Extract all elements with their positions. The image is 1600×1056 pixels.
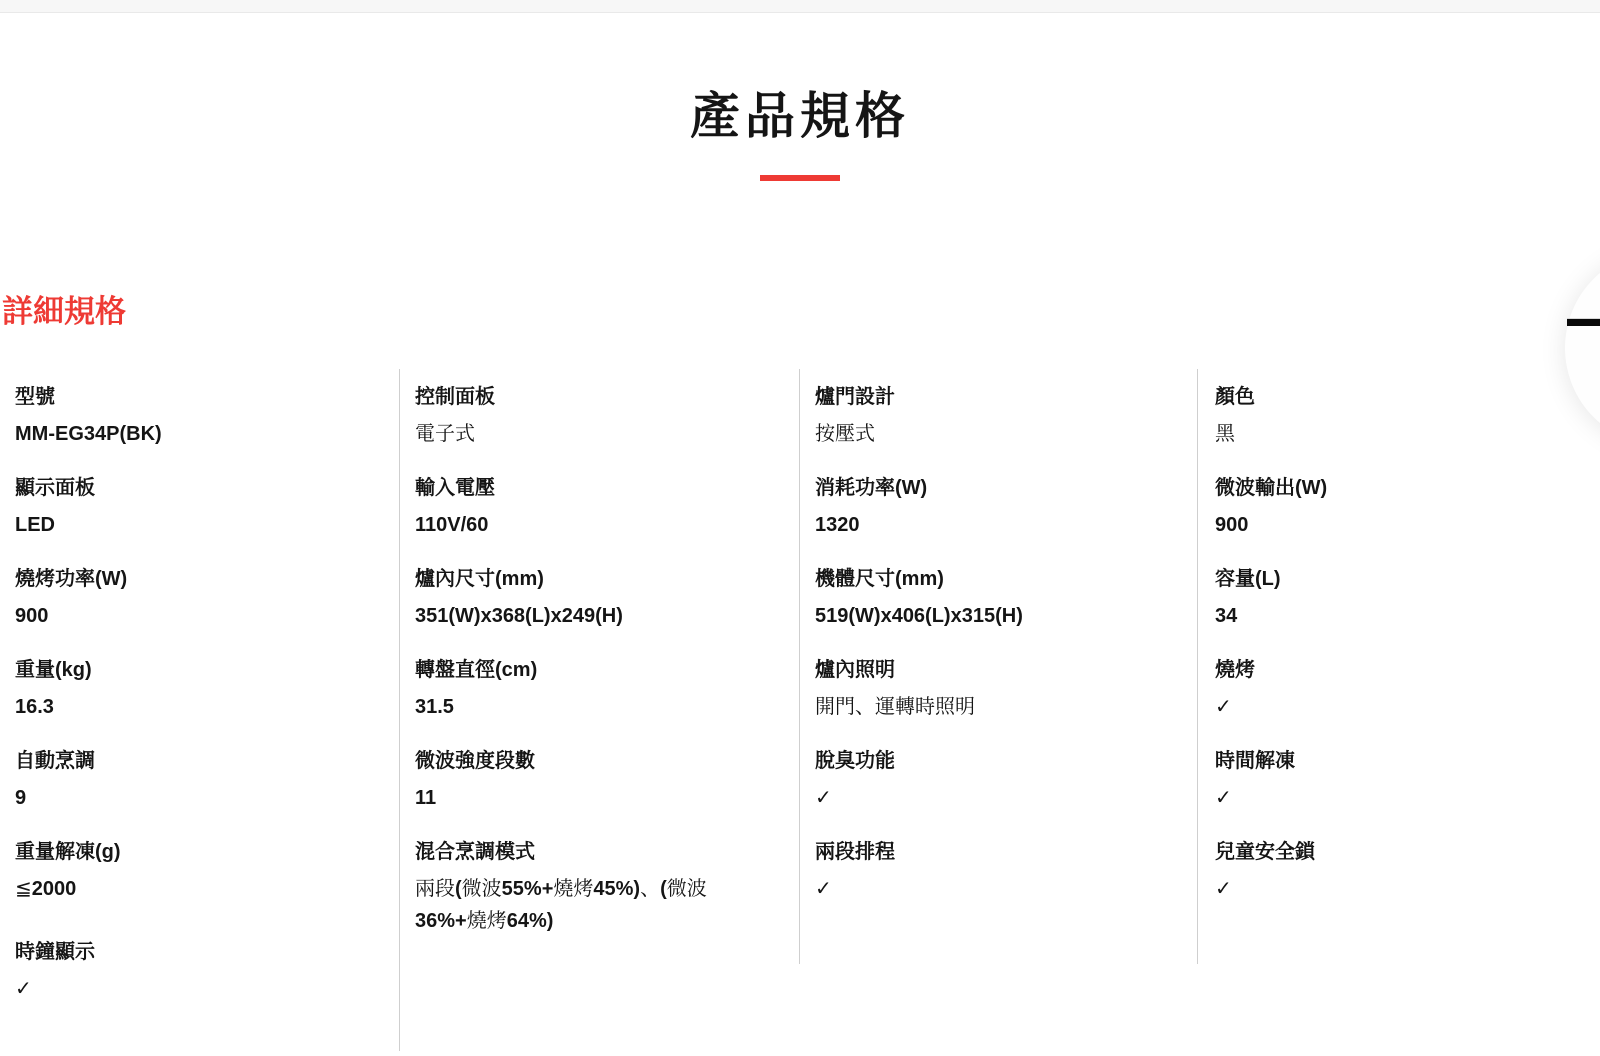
spec-item-power-levels (415, 746, 776, 814)
spec-value: LED (15, 514, 55, 536)
spec-label: 重量(kg) (15, 659, 92, 681)
spec-item-combi-cook-mode (415, 837, 776, 937)
title-underline-bar (760, 175, 840, 181)
spec-value: ✓ (1215, 878, 1232, 900)
spec-value: ✓ (815, 878, 832, 900)
spec-table (0, 369, 1600, 1051)
spec-item-weight (15, 655, 376, 723)
spec-label: 時間解凍 (1215, 750, 1295, 772)
spec-column-2 (400, 369, 800, 960)
spec-column-4 (1200, 369, 1600, 928)
spec-label: 微波輸出(W) (1215, 477, 1328, 499)
spec-value: 9 (15, 787, 27, 809)
spec-value: 兩段(微波55%+燒烤45%)、(微波36%+燒烤64%) (415, 878, 707, 932)
column-divider-3 (1197, 369, 1198, 964)
spec-item-input-voltage (415, 473, 776, 541)
section-title: 詳細規格 (2, 294, 126, 329)
top-section-band (0, 0, 1600, 13)
spec-item-auto-cook (15, 746, 376, 814)
spec-label: 重量解凍(g) (15, 841, 121, 863)
spec-item-model (15, 382, 376, 450)
spec-label: 兩段排程 (815, 841, 895, 863)
spec-label: 爐門設計 (815, 386, 895, 408)
spec-label: 自動烹調 (15, 750, 95, 772)
spec-item-capacity (1215, 564, 1576, 632)
spec-value: 351(W)x368(L)x249(H) (415, 605, 623, 627)
column-divider-1 (399, 369, 400, 1051)
spec-value: 開門、運轉時照明 (815, 696, 975, 718)
spec-item-weight-defrost (15, 837, 376, 905)
spec-item-two-stage-program (815, 837, 1176, 905)
spec-value: 34 (1215, 605, 1238, 627)
spec-label: 輸入電壓 (415, 477, 495, 499)
spec-value: ✓ (15, 978, 32, 1000)
spec-label: 控制面板 (415, 386, 495, 408)
spec-item-deodorize (815, 746, 1176, 814)
spec-item-power-consumption (815, 473, 1176, 541)
spec-value: 按壓式 (815, 423, 875, 445)
spec-value: MM-EG34P(BK) (15, 423, 162, 445)
spec-value: ✓ (815, 787, 832, 809)
spec-label: 機體尺寸(mm) (815, 568, 944, 590)
spec-item-turntable-diameter (415, 655, 776, 723)
spec-label: 脫臭功能 (815, 750, 895, 772)
spec-value: 519(W)x406(L)x315(H) (815, 605, 1023, 627)
spec-value: 11 (415, 787, 437, 809)
spec-value: ✓ (1215, 696, 1232, 718)
spec-value: ≦2000 (15, 878, 77, 900)
spec-label: 轉盤直徑(cm) (415, 659, 538, 681)
spec-value: 900 (1215, 514, 1249, 536)
spec-item-grill-power (15, 564, 376, 632)
spec-label: 燒烤 (1215, 659, 1255, 681)
spec-label: 微波強度段數 (415, 750, 535, 772)
spec-value: 16.3 (15, 696, 54, 718)
spec-label: 顏色 (1215, 386, 1255, 408)
minimize-bar-icon (1567, 318, 1600, 326)
spec-label: 爐內照明 (815, 659, 895, 681)
spec-columns (0, 369, 1600, 1028)
spec-label: 顯示面板 (15, 477, 95, 499)
spec-item-body-size (815, 564, 1176, 632)
column-divider-2 (799, 369, 800, 964)
spec-label: 燒烤功率(W) (15, 568, 128, 590)
spec-item-control-panel (415, 382, 776, 450)
spec-value: 110V/60 (415, 514, 489, 536)
spec-label: 容量(L) (1215, 568, 1281, 590)
spec-label: 混合烹調模式 (415, 841, 535, 863)
spec-item-clock-display (15, 937, 376, 1005)
spec-item-time-defrost (1215, 746, 1576, 814)
page-title: 產品規格 (690, 88, 910, 144)
spec-value: ✓ (1215, 787, 1232, 809)
spec-label: 消耗功率(W) (815, 477, 928, 499)
spec-item-cavity-light (815, 655, 1176, 723)
spec-item-child-lock (1215, 837, 1576, 905)
spec-item-color (1215, 382, 1576, 450)
spec-item-display-panel (15, 473, 376, 541)
spec-value: 黑 (1215, 423, 1235, 445)
spec-value: 31.5 (415, 696, 454, 718)
spec-value: 電子式 (415, 423, 475, 445)
spec-value: 900 (15, 605, 49, 627)
spec-item-grill (1215, 655, 1576, 723)
spec-label: 爐內尺寸(mm) (415, 568, 544, 590)
spec-label: 型號 (15, 386, 55, 408)
spec-column-3 (800, 369, 1200, 928)
spec-item-cavity-size (415, 564, 776, 632)
spec-value: 1320 (815, 514, 860, 536)
spec-item-door-design (815, 382, 1176, 450)
spec-item-microwave-output (1215, 473, 1576, 541)
spec-label: 時鐘顯示 (15, 941, 95, 963)
spec-column-1 (0, 369, 400, 1028)
spec-label: 兒童安全鎖 (1215, 841, 1315, 863)
